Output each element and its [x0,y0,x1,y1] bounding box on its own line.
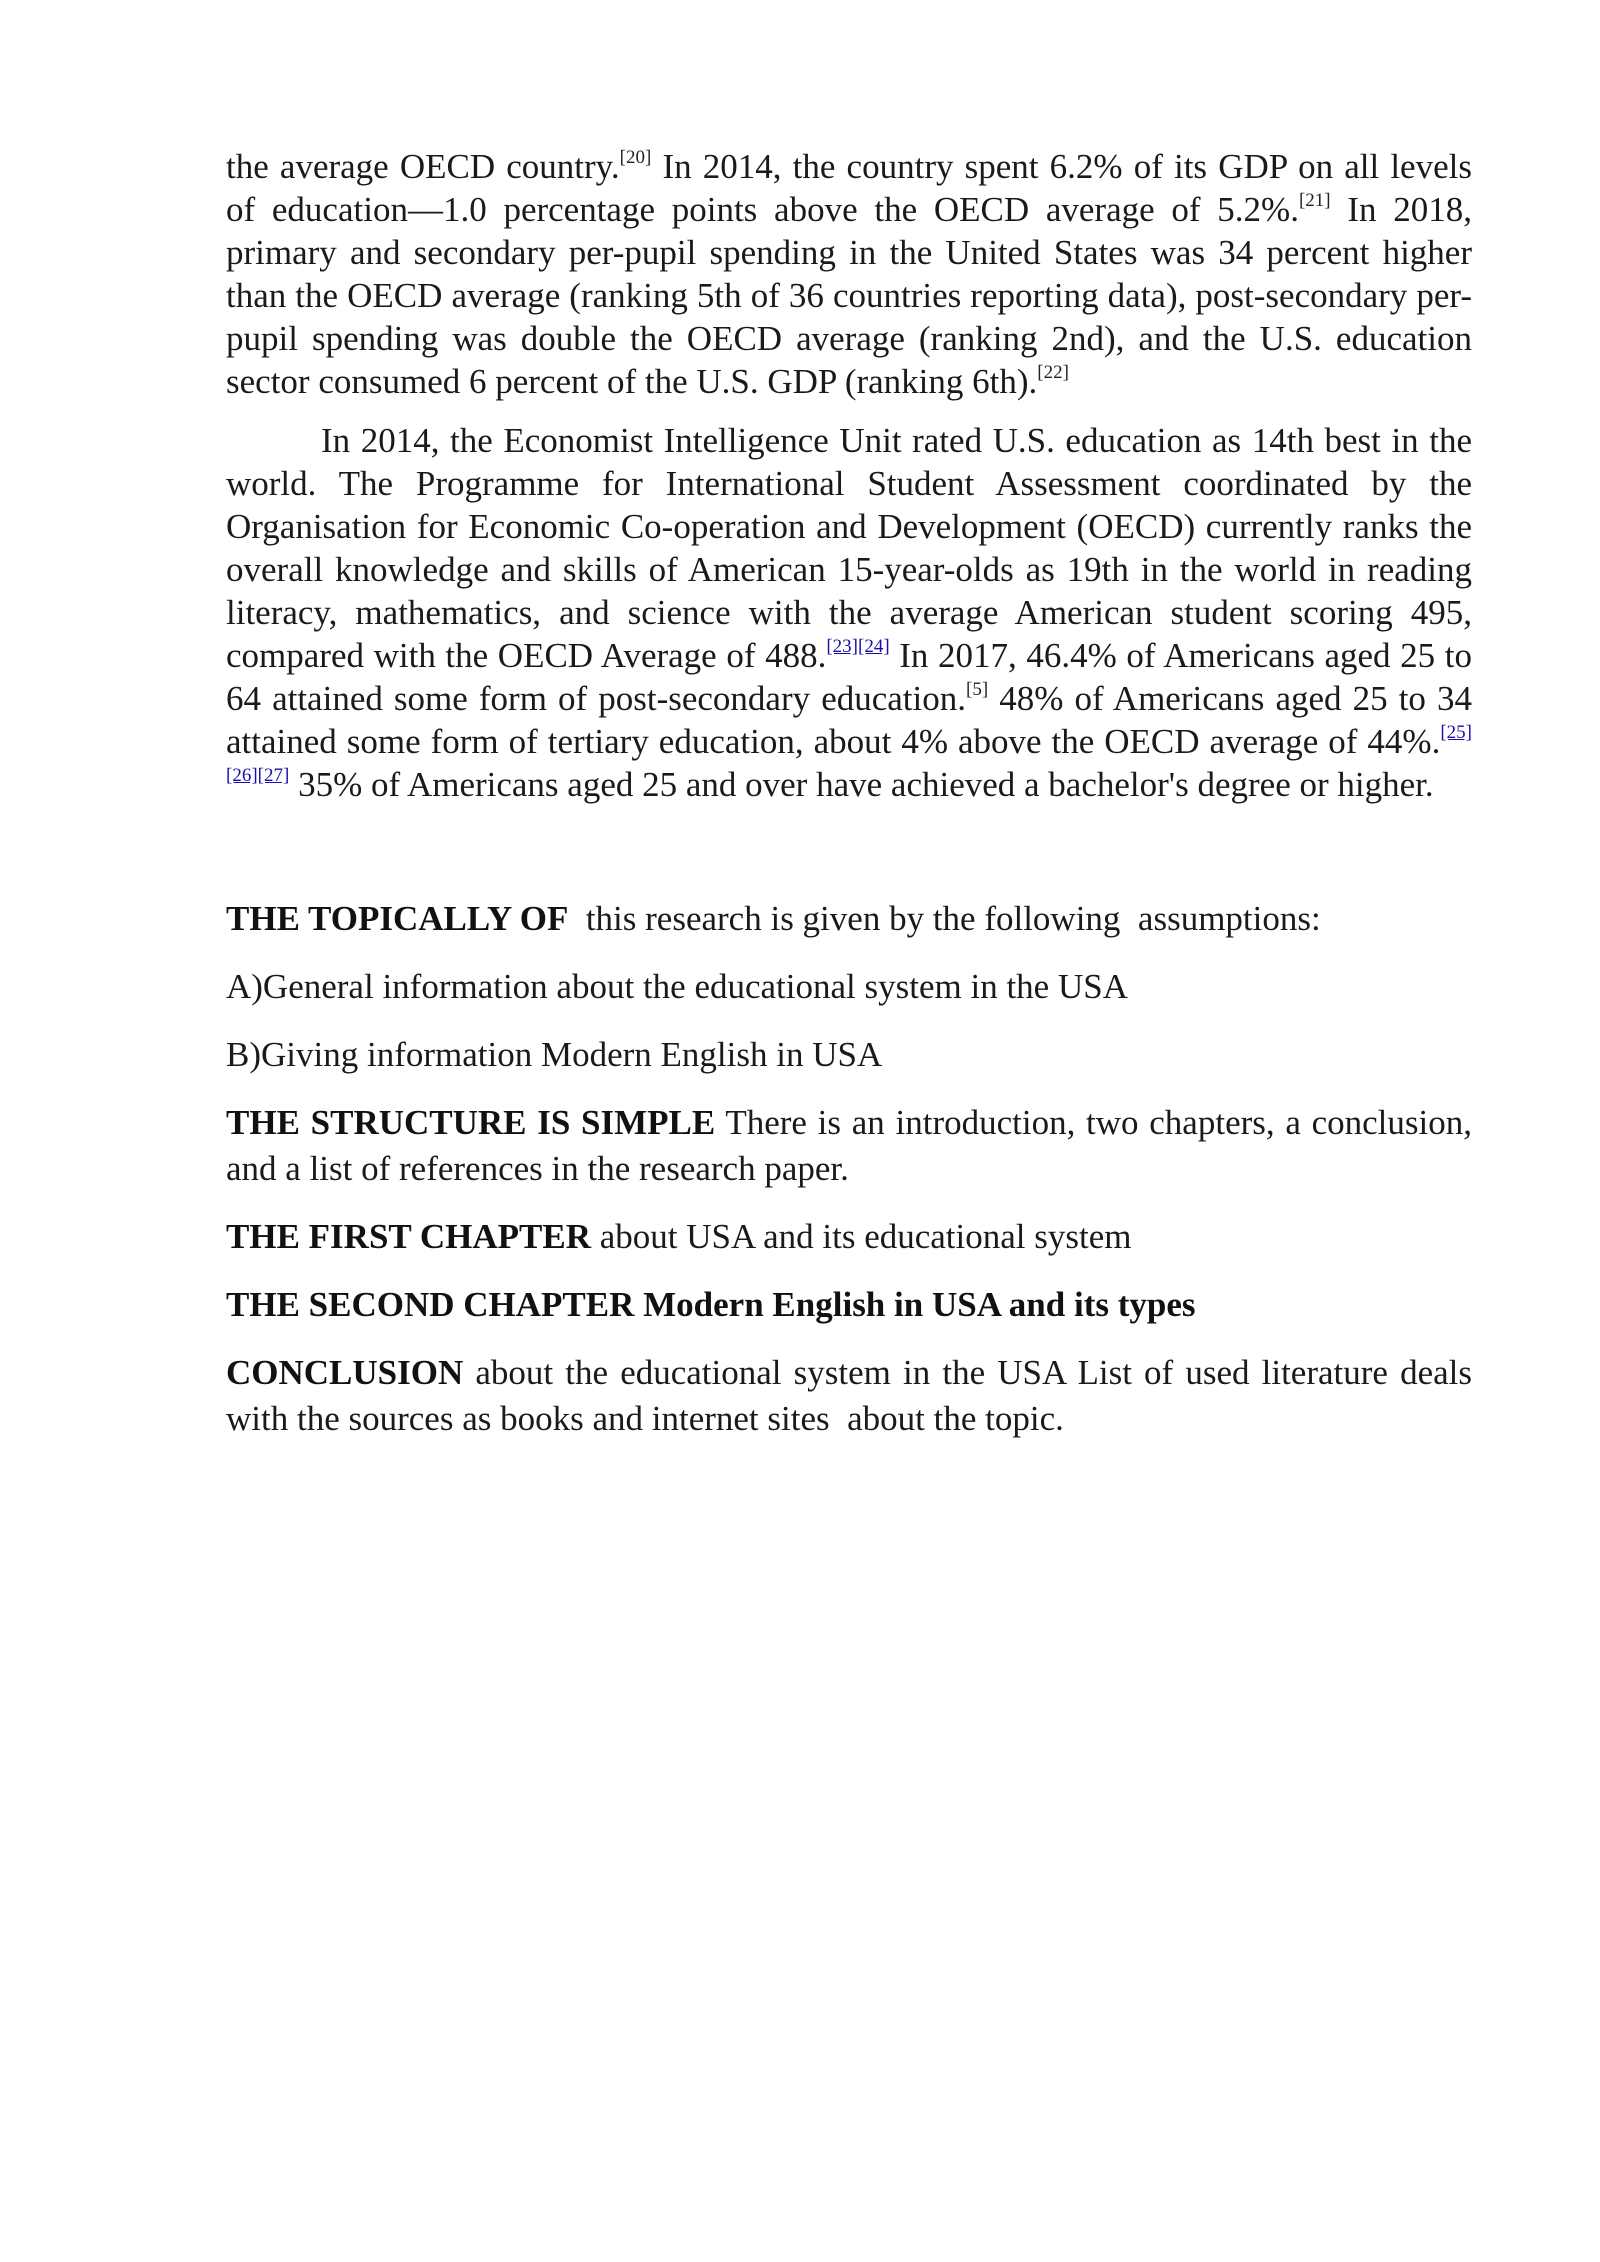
structure-line [226,1100,1472,1192]
paragraph-text: In 2014, the Economist Intelligence Unit rated U.S. education as 14th best in the world. The Programme for International Student Assessment coordinated by the Organisation for Economic Co-operation and Development (OECD) currently ranks the overall knowledge and skills of American 15-year-olds as 19th in the world in reading literacy, mathematics, and science with the average American student scoring 495, compared with the OECD Average of 488. [226,421,1472,675]
line-text: There is an introduction, two chapters, a conclusion, and a list of references in the research paper. [226,1103,1472,1188]
line-text: this research is given by the following assumptions: [568,899,1321,938]
citation-ref: [20] [619,147,652,168]
citation-link[interactable]: [23][24] [826,636,890,657]
paragraph-spending [226,145,1472,403]
paragraph-text: the average OECD country. [226,147,620,186]
second-chapter-line [226,1282,1472,1328]
citation-ref: [21] [1298,190,1331,211]
document-page [226,145,1481,1464]
heading-label: THE SECOND CHAPTER Modern English in USA and its types [226,1285,1196,1324]
heading-label: THE FIRST CHAPTER [226,1217,591,1256]
outline-item-a: A)General information about the educational system in the USA [226,967,1128,1006]
topicality-line [226,896,1472,942]
citation-ref: [5] [966,679,989,700]
conclusion-line [226,1350,1481,1442]
citation-link[interactable]: [25][26][27] [226,722,1472,786]
paragraph-rankings [226,419,1472,806]
line-text: about the educational system in the USA List of used literature deals with the sources as books and internet sites about the topic. [226,1353,1481,1438]
heading-label: THE STRUCTURE IS SIMPLE [226,1103,716,1142]
paragraph-text: 35% of Americans aged 25 and over have achieved a bachelor's degree or higher. [289,765,1434,804]
paragraph-text: In 2014, the country spent 6.2% of its GDP on all levels of education—1.0 percentage points above the OECD average of 5.2%. [226,147,1472,229]
line-text: about USA and its educational system [591,1217,1132,1256]
paragraph-text: In 2017, 46.4% of Americans aged 25 to 64 attained some form of post-secondary education. [226,636,1472,718]
paragraph-text: In 2018, primary and secondary per-pupil spending in the United States was 34 percent higher than the OECD average (ranking 5th of 36 countries reporting data), post-secondary per-pupil spending was double the OECD average (ranking 2nd), and the U.S. education sector consumed 6 percent of the U.S. GDP (ranking 6th). [226,190,1472,401]
first-chapter-line [226,1214,1472,1260]
heading-label: THE TOPICALLY OF [226,899,569,938]
citation-ref: [22] [1037,362,1069,383]
outline-item-b: B)Giving information Modern English in USA [226,1035,883,1074]
paragraph-text: 48% of Americans aged 25 to 34 attained some form of tertiary education, about 4% above the OECD average of 44%. [226,679,1473,761]
heading-label: CONCLUSION [226,1353,464,1392]
research-outline [226,896,1481,1442]
